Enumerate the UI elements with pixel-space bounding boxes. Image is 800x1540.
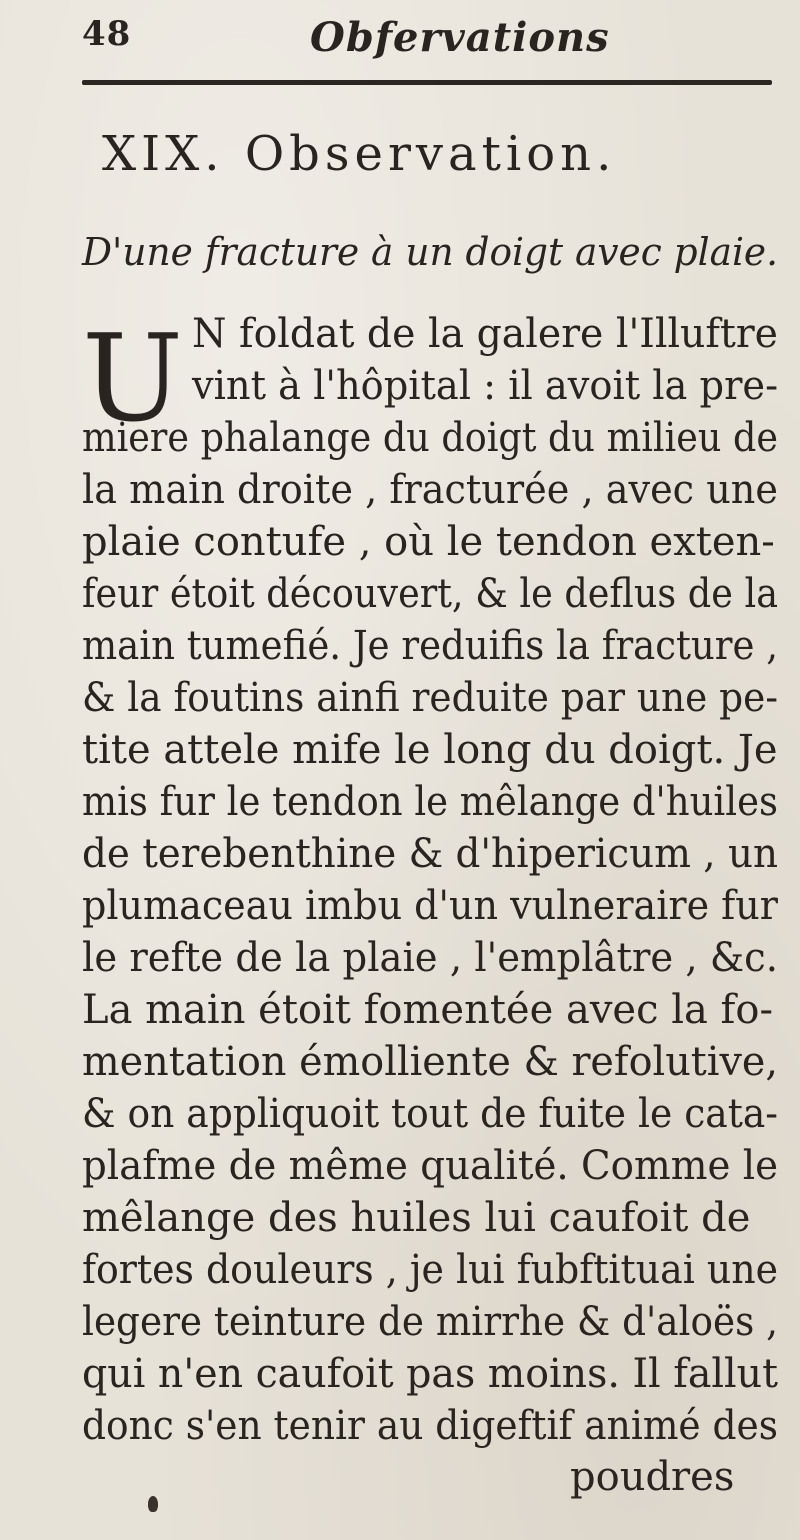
text-line: fortes douleurs , je lui fubftituai une [82, 1247, 778, 1293]
observation-subtitle: D'une fracture à un doigt avec plaie. [82, 230, 779, 274]
text-line: main tumefié. Je reduifis la fracture , [82, 623, 779, 669]
text-line: tite attele mife le long du doigt. Je [82, 727, 778, 773]
text-line: plumaceau imbu d'un vulneraire fur [82, 883, 778, 929]
text-line: mis fur le tendon le mêlange d'huiles [82, 779, 778, 825]
header-rule [82, 80, 772, 85]
text-line: la main droite , fracturée , avec une [82, 467, 779, 513]
text-line: feur étoit découvert, & le deflus de la [82, 571, 779, 617]
running-head [82, 14, 782, 64]
text-line: N foldat de la galere l'Illuftre [192, 311, 778, 357]
text-line: qui n'en caufoit pas moins. Il fallut [82, 1351, 778, 1397]
text-line: le refte de la plaie , l'emplâtre , &c. [82, 935, 778, 981]
text-line: plaie contufe , où le tendon exten- [82, 519, 775, 565]
drop-cap: U [82, 310, 184, 449]
text-line: mêlange des huiles lui caufoit de [82, 1195, 751, 1241]
text-line: de terebenthine & d'hipericum , un [82, 831, 778, 877]
observation-heading: XIX. Observation. [102, 126, 617, 182]
text-line: vint à l'hôpital : il avoit la pre- [192, 363, 779, 409]
text-line: donc s'en tenir au digeftif animé des [82, 1403, 779, 1449]
text-line: legere teinture de mirrhe & d'aloës , [82, 1299, 779, 1345]
page-number: 48 [82, 14, 132, 54]
text-line: mentation émolliente & refolutive, [82, 1039, 779, 1085]
text-line: miere phalange du doigt du milieu de [82, 415, 778, 461]
ink-speck [148, 1496, 158, 1512]
running-title: Obfervations [310, 14, 610, 61]
text-line: & la foutins ainfi reduite par une pe- [82, 675, 778, 721]
text-line: & on appliquoit tout de fuite le cata- [82, 1091, 778, 1137]
text-line: La main étoit fomentée avec la fo- [82, 987, 773, 1033]
text-line: plafme de même qualité. Comme le [82, 1143, 779, 1189]
catchword: poudres [570, 1454, 735, 1500]
